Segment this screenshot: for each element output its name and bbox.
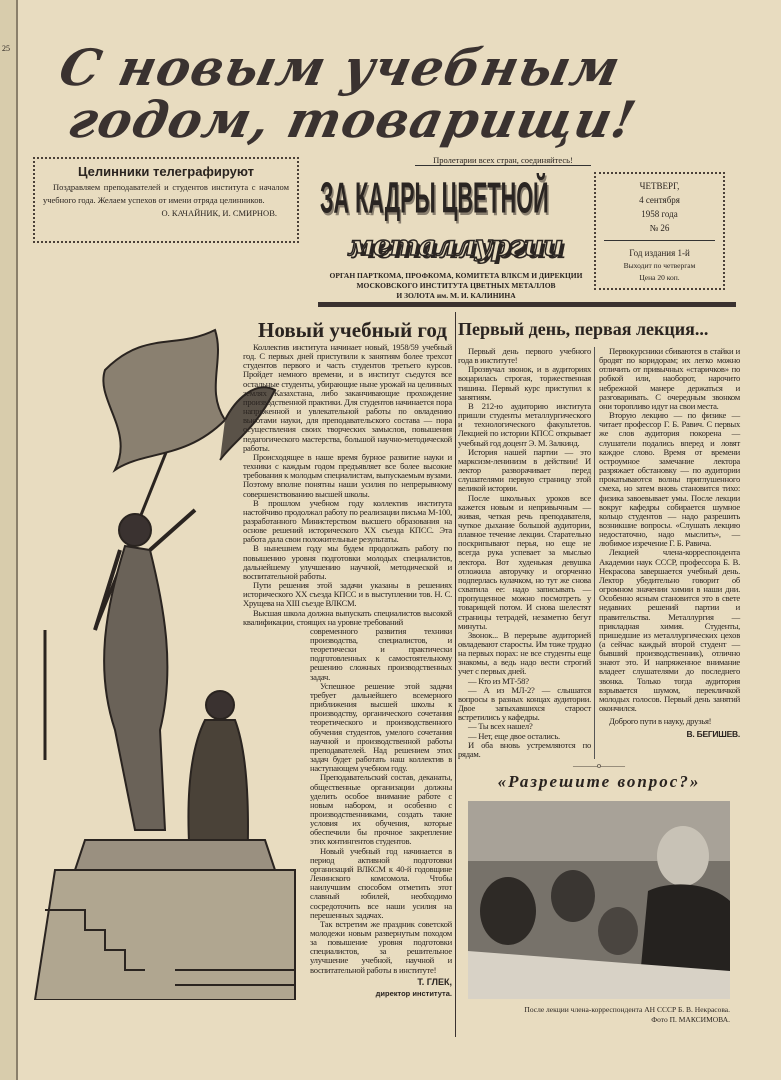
- caption-text: После лекции члена-корреспондента АН СССР Б. В. Некрасова.: [524, 1005, 730, 1015]
- article-1-body-bottom: [310, 627, 452, 975]
- paragraph: Первый день первого учебного года в институте!: [458, 346, 591, 366]
- slogan-line-2: годом, товарищи!: [63, 90, 642, 149]
- page-number: 25: [2, 44, 10, 53]
- lecture-photo: [468, 801, 730, 999]
- photo-caption: [470, 1005, 730, 1025]
- paragraph: В нынешнем году мы будем продолжать работу по повышению уровня подготовки молодых специалистов, дальнейшему улучшению научной, методической и воспитательной работы.: [243, 543, 452, 581]
- paragraph: И оба вновь устремляются по рядам.: [458, 739, 591, 759]
- paragraph: В 212-ю аудиторию института пришли студенты металлургического и технологического факультетов. Лекцией по истории КПСС открывает учебный год доцент Э. М. Залкинд.: [458, 400, 591, 448]
- ornament-divider: ———o———: [573, 761, 625, 771]
- previous-page-margin: [0, 0, 18, 1080]
- paragraph: Звонок... В перерыве аудиторией овладевают старосты. Им тоже трудно на первых порах: не все студенты еще знакомы, а ведь надо вести строгий учет с первых дней.: [458, 629, 591, 677]
- article-1-body-top: [243, 343, 452, 627]
- issue-weekday: ЧЕТВЕРГ,: [639, 181, 680, 191]
- paragraph: — А из МЛ-2? — слышатся вопросы в разных концах аудитории. Двое запыхавшихся старост встретились у кафедры.: [458, 684, 591, 723]
- author: Т. ГЛЕК,: [417, 976, 452, 987]
- issue-date: 4 сентября: [639, 195, 680, 205]
- organ-line: И ЗОЛОТА им. М. И. КАЛИНИНА: [396, 291, 516, 300]
- article-2: [458, 317, 740, 1025]
- article-1: [243, 318, 452, 999]
- masthead-organ: [320, 271, 592, 301]
- issue-year: 1958 года: [641, 209, 678, 219]
- paragraph: Так встретим же праздник советской молодежи новым развернутым походом за повышение уровня подготовки специалистов, за решительное улучшение учебной, научной и воспитательной работы в институте!: [310, 918, 452, 975]
- paragraph: Коллектив института начинает новый, 1958/59 учебный год. С первых дней приступили к занятиям более трехсот студентов первого и часть студентов третьего курсов. Пройдет немного времени, и в институт съедутся все остальные студенты, убирающие ныне урожай на целинных землях Казахстана, либо заканчивающие прохождение производственной практики. Для студентов начинается пора напряженной и увлекательной работы по овладению высотами науки, для преподавательского состава — пора осуществления своих творческих замыслов, повышения педагогического мастерства, большой научно-методической работы.: [243, 342, 452, 453]
- masthead-title: ЗА КАДРЫ ЦВЕТНОЙ: [320, 174, 549, 223]
- telegram-text: Поздравляем преподавателей и студентов института с началом учебного года. Желаем успехов от имени отряда целинников.: [43, 182, 289, 205]
- article-1-title: Новый учебный год: [258, 318, 447, 342]
- paragraph: современного развития техники производства, специалистов, и теоретически и практически подготовленных к самостоятельному решению сложных производственных задач.: [310, 625, 452, 682]
- column-divider: [455, 312, 456, 1037]
- paragraph: — Кто из МТ-58?: [468, 675, 529, 686]
- article-2-title: Первый день, первая лекция...: [458, 319, 709, 339]
- paragraph: Высшая школа должна выпускать специалистов высокой квалификации, стоящих на уровне требований: [243, 607, 452, 627]
- masthead-rule: [318, 302, 736, 307]
- paragraph: — Ты всех нашел?: [468, 721, 533, 732]
- article-2-columns: [458, 347, 740, 759]
- schedule: Выходит по четвергам: [623, 261, 696, 270]
- author-role: директор института.: [375, 988, 452, 998]
- paragraph: История нашей партии — это марксизм-ленинизм в действии! И лектор разворачивает перед слушателями первую страницу этой великой истории.: [458, 446, 591, 494]
- holiday-slogan: [44, 38, 746, 149]
- slogan-line-1: С новым учебным: [54, 38, 626, 97]
- article-2-column-1: [458, 347, 595, 759]
- masthead-subtitle: металлургии: [347, 229, 563, 262]
- paragraph: Лекцией члена-корреспондента Академии наук СССР, профессора Б. В. Некрасова завершается учебный день. Лектор убедительно говорит об огромном значении химии в наши дни. Особенно ясным становится это в свете недавних решений партии и правительства. Металлургия — прикладная химия. Студенты, пришедшие из металлургических цехов (а сейчас каждый второй студент — бывший производственник), отлично знают это. И напряженное внимание владеет слушателями до последнего звонка. Только тогда аудитория взрывается шумом, перекличкой молодых голосов. Первый день занятий окончился.: [599, 547, 740, 714]
- paragraph: Прозвучал звонок, и в аудиториях воцарилась строгая, торжественная тишина. Первый курс приступил к занятиям.: [458, 364, 591, 402]
- photo-credit: Фото П. МАКСИМОВА.: [651, 1015, 730, 1025]
- divider: [604, 240, 715, 241]
- paragraph: Пути решения этой задачи указаны в решениях исторического XX съезда КПСС и в выступлении тов. Н. С. Хрущева на XIII съезде ВЛКСМ.: [243, 580, 452, 609]
- edition-year: Год издания 1-й: [629, 248, 690, 258]
- issue-info-box: [594, 172, 725, 290]
- article-2-column-2: [595, 347, 740, 759]
- paragraph: Происходящее в наше время бурное развитие науки и техники с каждым годом предъявляет все более высокие требования к молодым специалистам, выпускаемым вузами. Поэтому вполне понятны наши усилия по непрерывному совершенствованию высшей школы.: [243, 451, 452, 499]
- paragraph: Первокурсники сбиваются в стайки и бродят по коридорам; их легко можно отличить от привычных «старичков» по робкой или, наоборот, нарочито небрежной манере держаться и разговаривать. С очередным звонком они торопливо идут на свои места.: [599, 346, 740, 411]
- paragraph: Новый учебный год начинается в период активной подготовки организаций ВЛКСМ к 40-й годовщине Ленинского комсомола. Чтобы наилучшим способом отметить этот славный юбилей, необходимо сосредоточить все наши усилия на перешенных задачах.: [310, 845, 452, 920]
- photo-story-title: «Разрешите вопрос?»: [497, 772, 701, 792]
- paragraph: Вторую лекцию — по физике — читает профессор Г. Б. Равич. С первых же слов аудитория покорена — слушатели подались вперед и ловят каждое слово. Время от времени остроумное замечание лектора разряжает обстановку — по аудитории прокатываются волны приглушенного смеха, но затем вновь становится тихо: физика завоевывает умы. После лекции вокруг кафедры собирается шумное кольцо студентов — надо разрешить возникшие вопросы. «Слушать лекцию недостаточно, надо мыслить», — любимое изречение Г. Б. Равича.: [599, 410, 740, 549]
- article-1-byline: [330, 977, 452, 999]
- organ-line: МОСКОВСКОГО ИНСТИТУТА ЦВЕТНЫХ МЕТАЛЛОВ: [356, 281, 556, 290]
- motto: Пролетарии всех стран, соединяйтесь!: [415, 155, 591, 166]
- telegram-box: [33, 157, 299, 243]
- paragraph: После школьных уроков все кажется новым и непривычным — живая, четкая речь преподавателя, чуткое дыхание большой аудитории, плавное течение лекции. Старательно поскрипывают перья, но еще не всегда рука успевает за мыслью лектора. Вот худенькая девушка отложила авторучку и огорченно подперлась кулачком, но тут же снова схватила ее: надо записывать — пропущенное можно посмотреть у товарищей потом. И снова шелестят страницы тетрадей, незаметно бегут минуты.: [458, 492, 591, 631]
- paragraph: Преподавательский состав, деканаты, общественные организации должны уделить особое внимание работе с новым набором, и особенно с производственниками, создать такие условия их обучения, которые обеспечили бы прочное закрепление этих контингентов студентов.: [310, 772, 452, 847]
- paragraph: Доброго пути в науку, друзья!: [609, 716, 712, 727]
- paragraph: В прошлом учебном году коллектив института настойчиво продолжал работу по реализации письма М-100, разработанного Министерством высшего образования на основе решений исторического XX съезда КПСС. Эта работа дала свои положительные результаты.: [243, 497, 452, 545]
- article-2-author: В. БЕГИШЕВ.: [686, 729, 740, 740]
- telegram-signature: О. КАЧАЙНИК, И. СМИРНОВ.: [161, 208, 277, 218]
- organ-line: ОРГАН ПАРТКОМА, ПРОФКОМА, КОМИТЕТА ВЛКСМ И ДИРЕКЦИИ: [329, 271, 583, 280]
- issue-number: № 26: [649, 223, 670, 233]
- telegram-title: Целинники телеграфируют: [78, 164, 254, 179]
- price: Цена 20 коп.: [639, 273, 680, 282]
- paragraph: — Нет, еще двое остались.: [468, 730, 560, 741]
- paragraph: Успешное решение этой задачи требует дальнейшего всемерного приближения высшей школы к производству, органического сочетания теоретического и производственного обучения студентов, умелого сочетания научной и производственной работы преподавателей. Над решением этих задач будет работать наш коллектив в наступающем учебном году.: [310, 680, 452, 774]
